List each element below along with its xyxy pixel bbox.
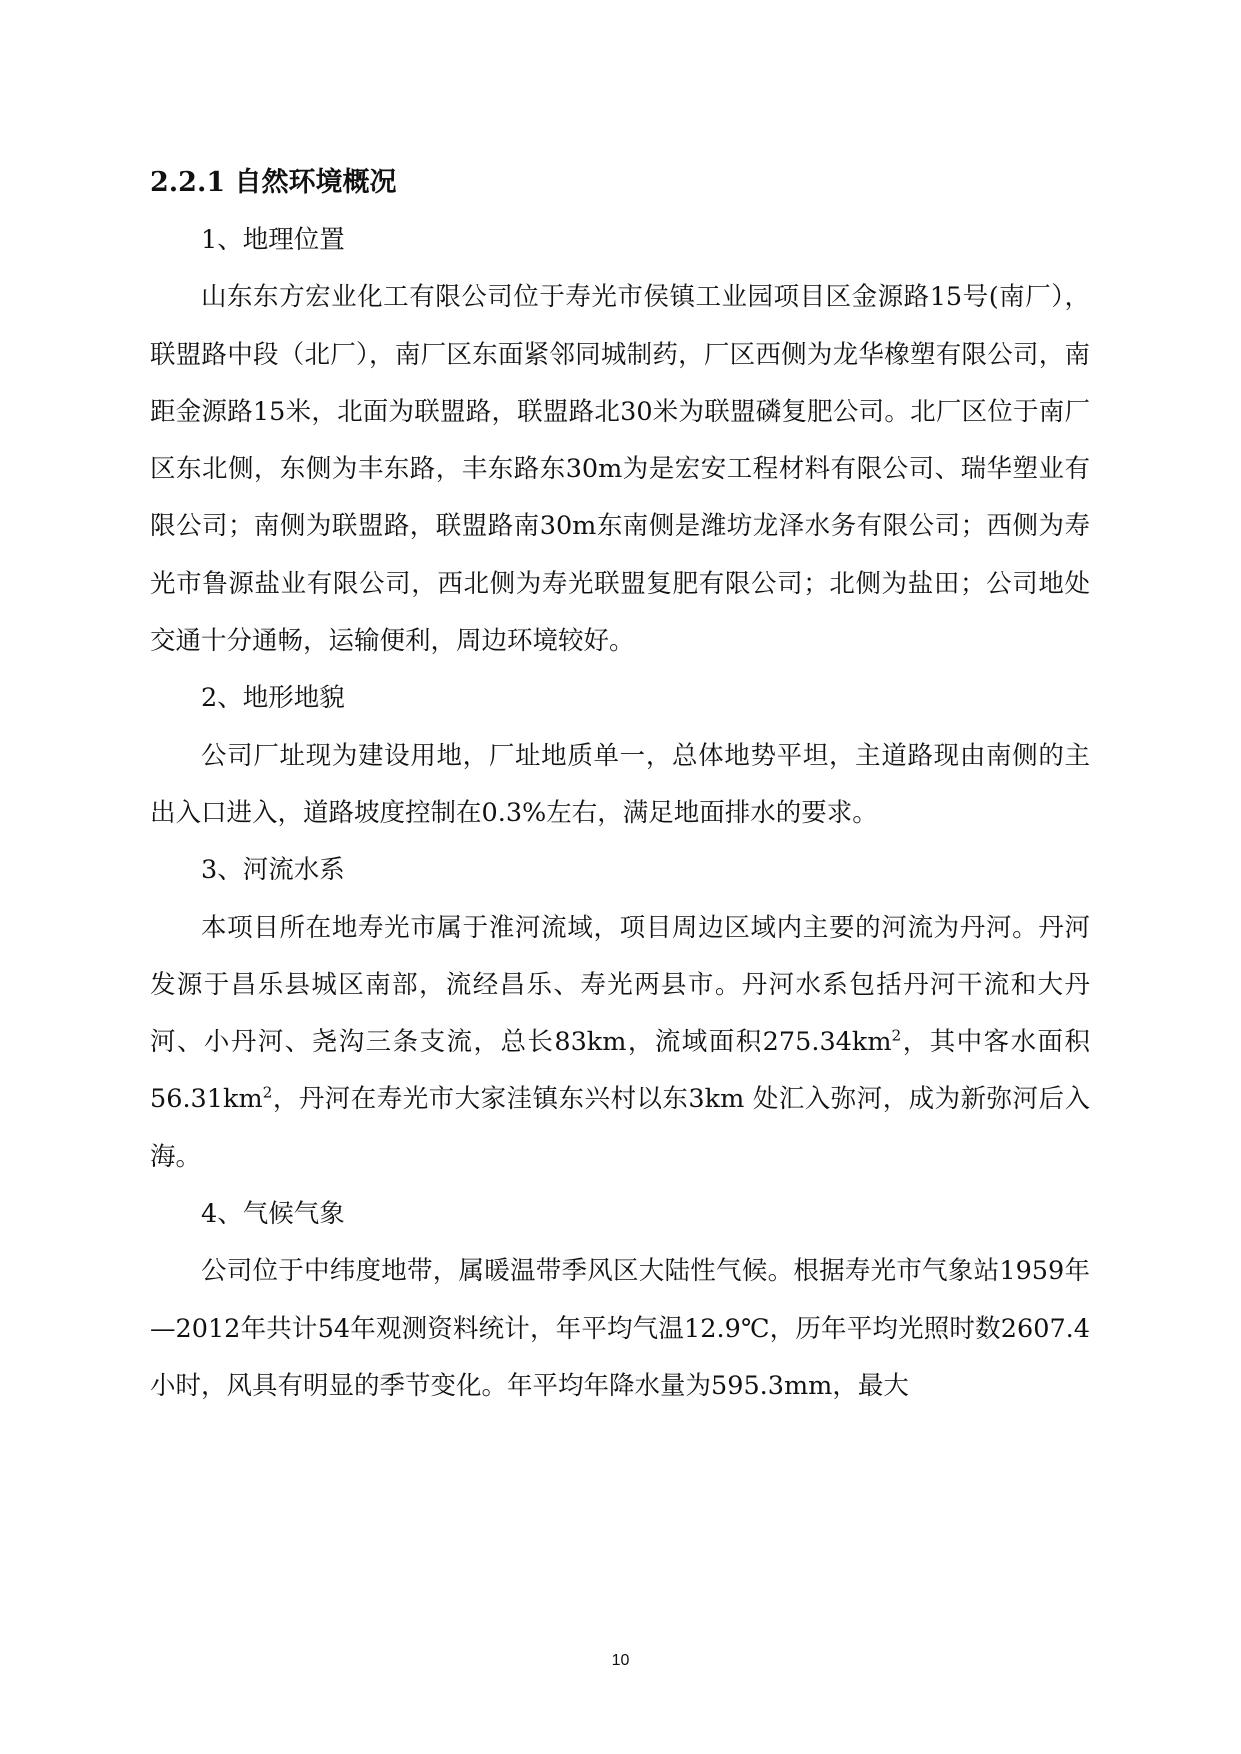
section-heading: 2.2.1 自然环境概况 xyxy=(150,167,397,198)
subheading-geographic-location: 1、地理位置 xyxy=(201,225,345,255)
paragraph-geographic-location: 山东东方宏业化工有限公司位于寿光市侯镇工业园项目区金源路15号(南厂），联盟路中段（北厂），南厂区东面紧邻同城制药，厂区西侧为龙华橡塑有限公司，南距金源路15米，北面为联盟路，联盟路北30米为联盟磷复肥公司。北厂区位于南厂区东北侧，东侧为丰东路，丰东路东30m为是宏安工程材料有限公司、瑞华塑业有限公司；南侧为联盟路，联盟路南30m东南侧是潍坊龙泽水务有限公司；西侧为寿光市鲁源盐业有限公司，西北侧为寿光联盟复肥有限公司；北侧为盐田；公司地处交通十分通畅，运输便利，周边环境较好。 xyxy=(150,282,1090,657)
page-number: 10 xyxy=(611,1652,630,1669)
subheading-river-system: 3、河流水系 xyxy=(201,855,345,886)
river-text-part-3: ，丹河在寿光市大家洼镇东兴村以东3km 处汇入弥河，成为新弥河后入海。 xyxy=(150,1084,1090,1172)
subheading-climate: 4、气候气象 xyxy=(201,1199,345,1230)
paragraph-climate: 公司位于中纬度地带，属暖温带季风区大陆性气候。根据寿光市气象站1959年—2012年共计54年观测资料统计，年平均气温12.9℃，历年平均光照时数2607.4小时，风具有明显的季节变化。年平均年降水量为595.3mm，最大 xyxy=(150,1256,1090,1401)
subheading-topography: 2、地形地貌 xyxy=(201,683,345,714)
body-text xyxy=(150,212,1090,1415)
superscript-squared: 2 xyxy=(891,1026,902,1045)
superscript-squared: 2 xyxy=(262,1083,273,1102)
paragraph-topography: 公司厂址现为建设用地，厂址地质单一，总体地势平坦，主道路现由南侧的主出入口进入，道路坡度控制在0.3%左右，满足地面排水的要求。 xyxy=(150,740,1090,828)
river-text-part-1: 本项目所在地寿光市属于淮河流域，项目周边区域内主要的河流为丹河。丹河发源于昌乐县城区南部，流经昌乐、寿光两县市。丹河水系包括丹河干流和大丹河、小丹河、尧沟三条支流，总长83km，流域面积275.34km xyxy=(150,912,1090,1058)
paragraph-river-system xyxy=(150,900,1090,1186)
river-text-part-2: ，其中客水面积56.31km xyxy=(150,1027,1090,1115)
